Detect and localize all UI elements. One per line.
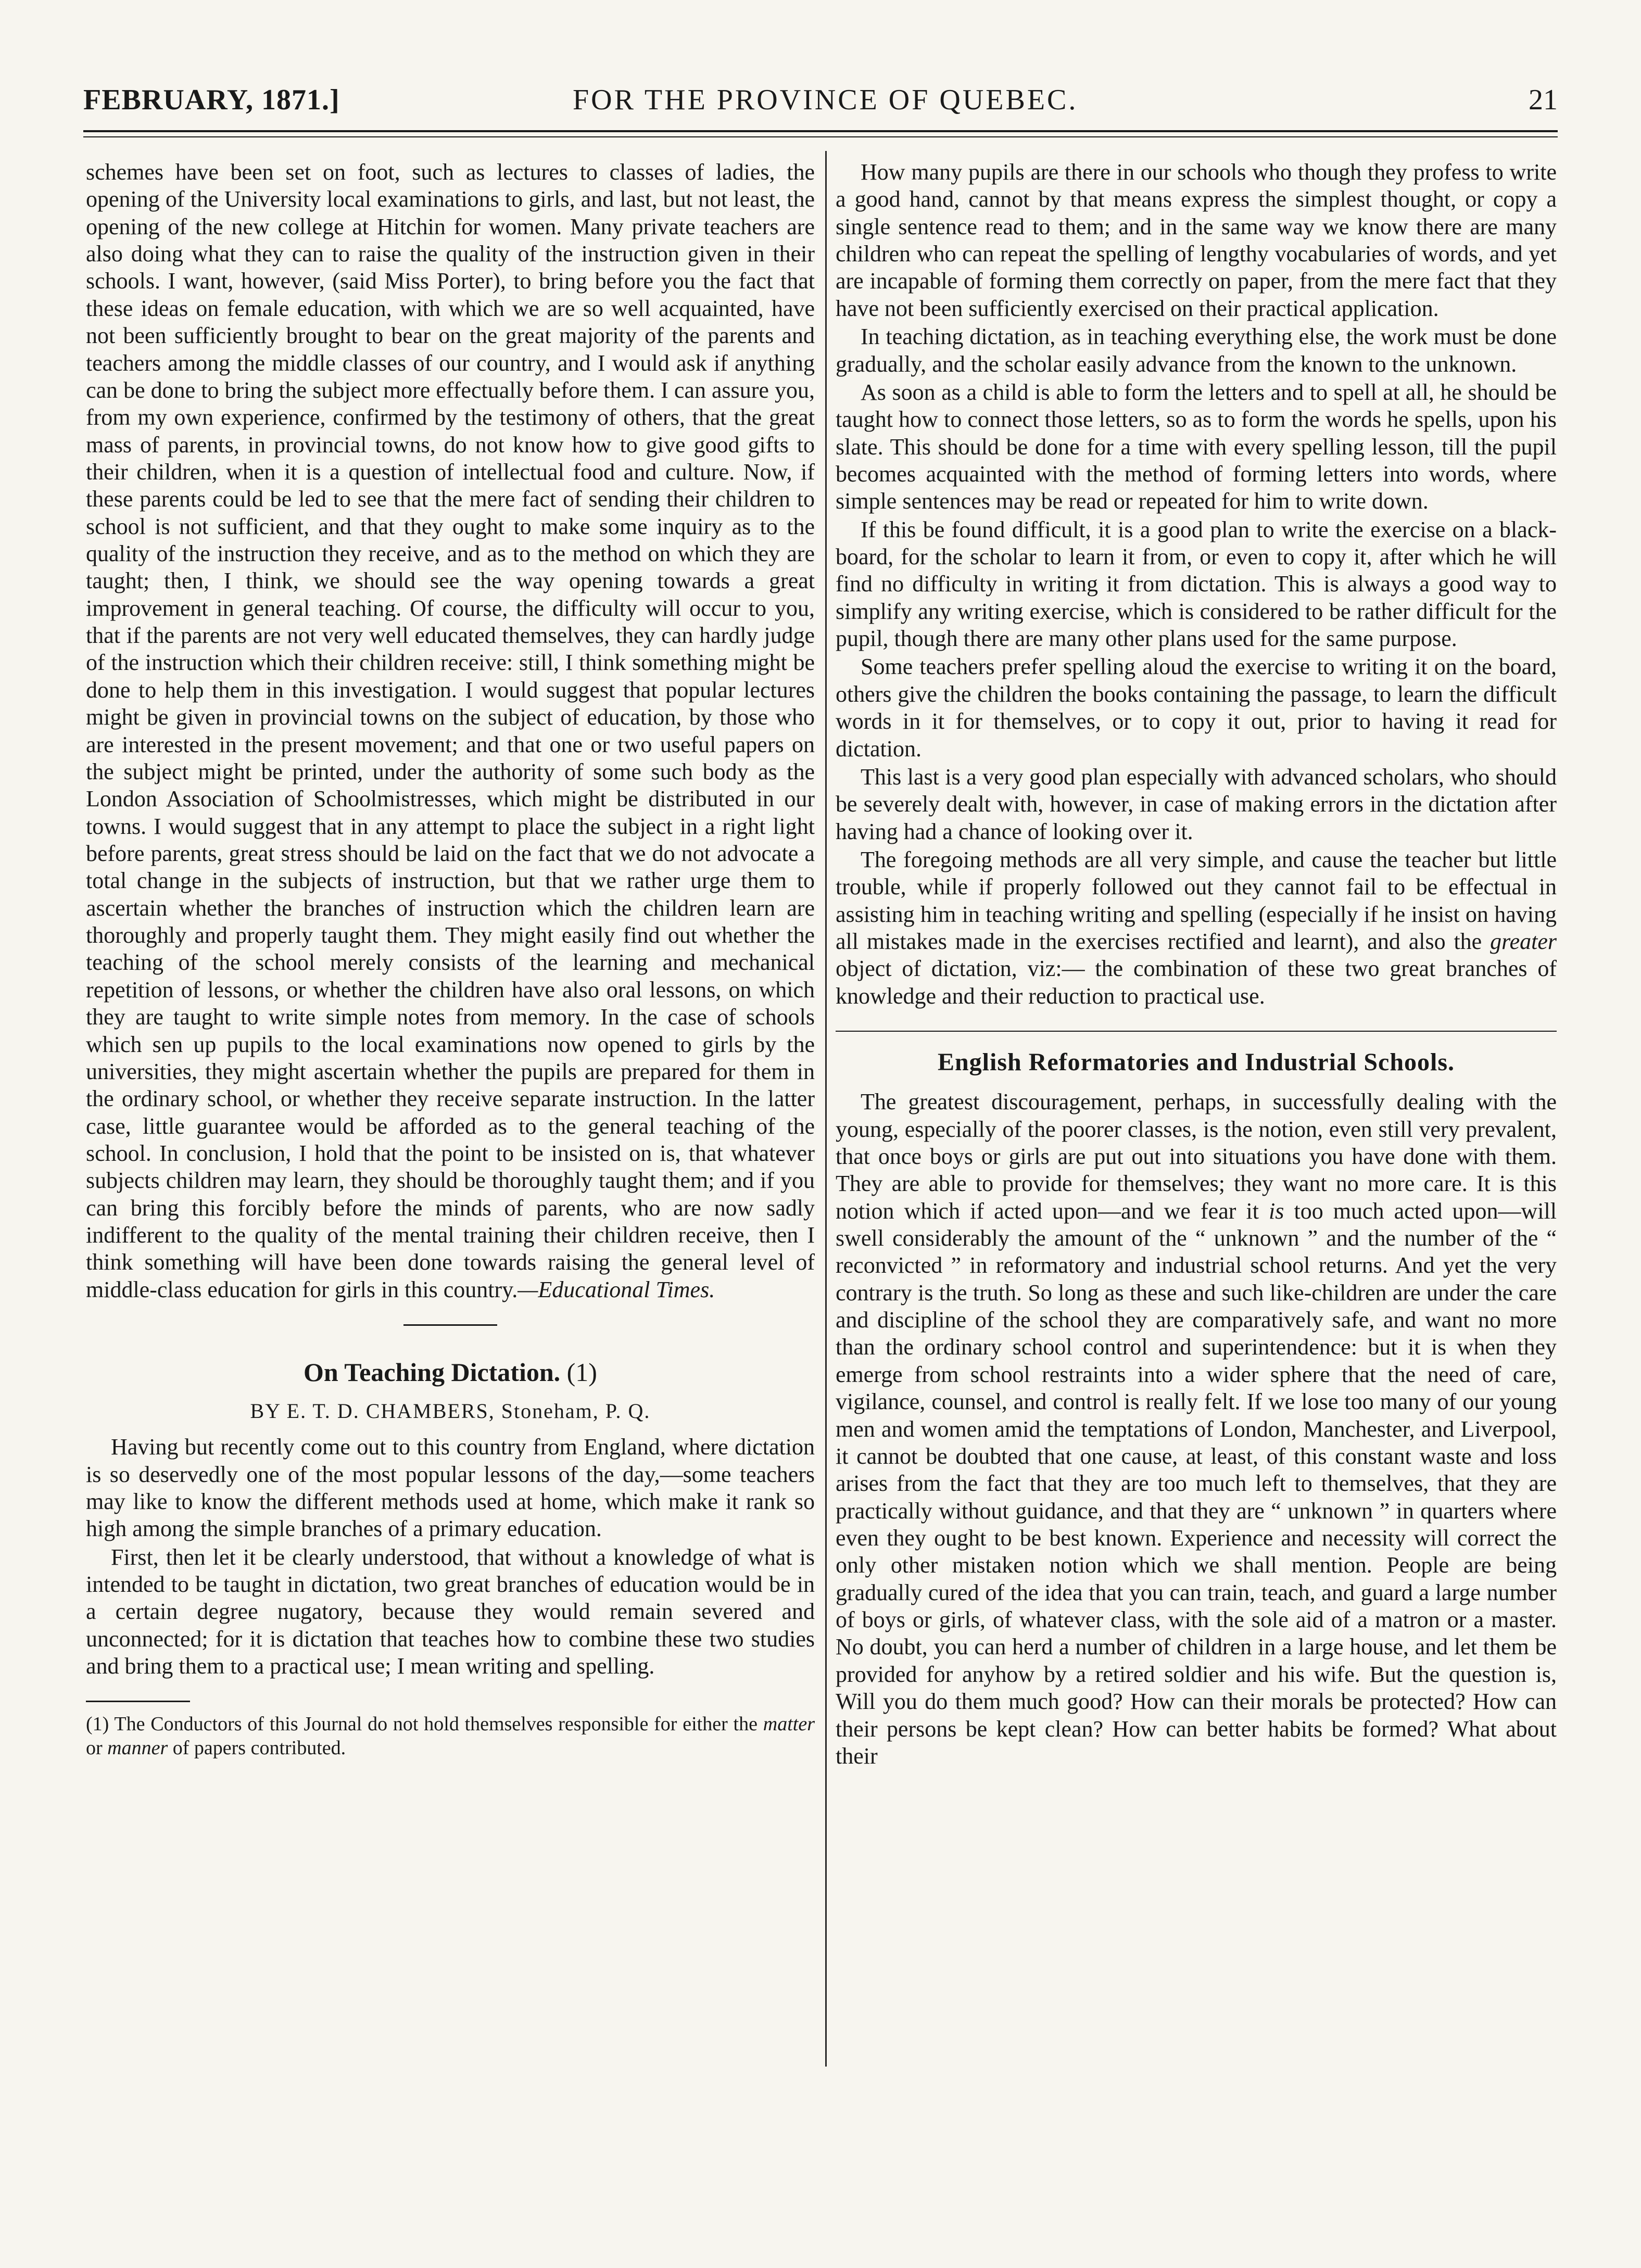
dictation-paragraph-7: Some teachers prefer spelling aloud the exercise to writing it on the board, others give the children the books containing the passage, to learn the difficult words in it for themselves, or to copy it out, prior to having it read for dictation. — [836, 654, 1557, 762]
paragraph-text: too much acted upon—will swell considerably the amount of the “ unknown ” and the number of the “ reconvicted ” in reformatory and industrial school returns. And yet the very contrary is the truth. So long as these and such like-children are under the care and discipline of the school they are comparatively safe, and want no more than the ordinary school control and superintendence: but it is when they emerge from school restraints into a wider sphere that the need of care, vigilance, counsel, and control is really felt. If we lose too many of our young men and women amid the temptations of London, Manchester, and Liverpool, it cannot be doubted that one cause, at least, of this constant waste and loss arises from the fact that they are too much left to themselves, that they are practically without guidance, and that they are “ unknown ” in quarters where even they ought to be best known. Experience and necessity will correct the only other mistaken notion which we shall mention. People are being gradually cured of the idea that you can train, teach, and guard a large number of boys or girls, of whatever class, with the sole aid of a matron or a master. No doubt, you can herd a number of children in a large house, and let them be provided for anyhow by a retired soldier and his wife. But the question is, Will you do them much good? How can their morals be protected? How can their persons be kept clean? How can better habits be formed? What about their — [836, 1198, 1557, 1769]
footnote-emphasis: manner — [107, 1737, 168, 1759]
continuation-text: schemes have been set on foot, such as lectures to classes of ladies, the opening of the University local examinations to girls, and last, but not least, the opening of the new college at Hitchin for women. Many private teachers are also doing what they can to raise the quality of the instruction given in their schools. I want, however, (said Miss Porter), to bring before you the fact that these ideas on female education, with which we are so well acquainted, have not been sufficiently brought to bear on the great majority of the parents and teachers among the middle classes of our country, and I would ask if anything can be done to bring the subject more effectually before them. I can assure you, from my own experience, confirmed by the testimony of others, that the great mass of parents, in provincial towns, do not know how to give good gifts to their children, when it is a question of intellectual food and culture. Now, if these parents could be led to see that the mere fact of sending their children to school is not sufficient, and that they ought to make some inquiry as to the quality of the instruction they receive, and as to the method on which they are taught; then, I think, we should see the way opening towards a great improvement in general teaching. Of course, the difficulty will occur to you, that if the parents are not very well educated themselves, they can hardly judge of the instruction which their children receive: still, I think something might be done to help them in this investigation. I would suggest that popular lectures might be given in provincial towns on the subject of education, by those who are interested in the present movement; and that one or two useful papers on the subject might be printed, under the authority of some such body as the London Association of Schoolmistresses, which might be distributed in our towns. I would suggest that in any attempt to place the subject in a right light before parents, great stress should be laid on the fact that we do not advocate a total change in the subjects of instruction, but that we rather urge them to ascertain whether the branches of instruction which the children learn are thoroughly and properly taught them. They might easily find out whether the teaching of the school merely consists of the learning and mechanical repetition of lessons, or whether the children have also oral lessons, on which they are taught to write simple notes from memory. In the case of schools which sen up pupils to the local examinations now opened to girls by the universities, they might ascertain whether the pupils are prepared for them in the ordinary school, or whether they receive separate instruction. In the latter case, little guarantee would be afforded as to the general teaching of the school. In conclusion, I hold that the point to be insisted on is, that whatever subjects children may learn, they should be thoroughly taught them; and if you can bring this forcibly before the minds of parents, who are now sadly indifferent to the quality of the mental training their children receive, then I think something will have been done towards raising the general level of middle-class education for girls in this country. — [86, 159, 815, 1302]
emphasis-text: is — [1269, 1198, 1284, 1224]
right-column — [836, 159, 1557, 1771]
dictation-paragraph-6: If this be found difficult, it is a good plan to write the exercise on a black-board, for the scholar to learn it from, or even to copy it, after which he will find no difficulty in writing it from dictation. This is always a good way to simplify any writing exercise, which is considered to be rather difficult for the pupil, though there are many other plans used for the same purpose. — [836, 516, 1557, 652]
footnote-text: The Conductors of this Journal do not hold themselves responsible for either the — [114, 1713, 763, 1735]
article-continuation — [86, 159, 815, 1303]
footnote-rule — [86, 1701, 190, 1702]
footnote-text: or — [86, 1737, 108, 1759]
source-citation: —Educational Times. — [517, 1276, 715, 1302]
left-column — [86, 159, 815, 1760]
paragraph-text: The greatest discouragement, perhaps, in successfully dealing with the young, especially of the poorer classes, is the notion, even still very prevalent, that once boys or girls are put out into situations you have done with them. They are able to provide for themselves; they want no more care. It is this notion which if acted upon—and we fear it — [836, 1089, 1557, 1224]
footnote-emphasis: matter — [763, 1713, 815, 1735]
article-title — [86, 1357, 815, 1388]
dictation-paragraph-1: Having but recently come out to this country from England, where dictation is so deservedly one of the most popular lessons of the day,—some teachers may like to know the different methods used at home, which make it rank so high among the simple branches of a primary education. — [86, 1434, 815, 1542]
page-header — [83, 78, 1558, 135]
footnote — [86, 1713, 815, 1760]
dictation-paragraph-2: First, then let it be clearly understood, that without a knowledge of what is intended to be taught in dictation, two great branches of education would be in a certain degree nugatory, because they would remain severed and unconnected; for it is dictation that teaches how to combine these two studies and bring them to a practical use; I mean writing and spelling. — [86, 1544, 815, 1679]
dictation-paragraph-9 — [836, 846, 1557, 1010]
dictation-paragraph-3: How many pupils are there in our schools who though they profess to write a good hand, cannot by that means express the simplest thought, or copy a single sentence read to them; and in the same way we know there are many children who can repeat the spelling of lengthy vocabularies of words, and yet are incapable of forming them correctly on paper, from the mere fact that they have not been sufficiently exercised on their practical application. — [836, 159, 1557, 321]
dictation-paragraph-8: This last is a very good plan especially with advanced scholars, who should be severely dealt with, however, in case of making errors in the dictation after having had a chance of looking over it. — [836, 764, 1557, 844]
section-rule — [836, 1031, 1557, 1032]
paragraph-text: The foregoing methods are all very simple, and cause the teacher but little trouble, while if properly followed out they cannot fail to be effectual in assisting him in teaching writing and spelling (especially if he insist on having all mistakes made in the exercises rectified and learnt), and also the — [836, 846, 1557, 955]
article-byline: BY E. T. D. CHAMBERS, Stoneham, P. Q. — [250, 1399, 651, 1423]
paragraph-text: object of dictation, viz:— the combination of these two great branches of knowledge and their reduction to practical use. — [836, 956, 1557, 1009]
footnote-text: of papers contributed. — [168, 1737, 346, 1759]
header-rule-thin — [83, 136, 1558, 137]
section-divider — [403, 1324, 497, 1326]
reformatories-paragraph — [836, 1088, 1557, 1770]
dictation-paragraph-4: In teaching dictation, as in teaching everything else, the work must be done gradually, and the scholar easily advance from the known to the unknown. — [836, 324, 1557, 377]
article-title-text: On Teaching Dictation. — [304, 1358, 561, 1387]
column-divider — [825, 151, 827, 2067]
header-title: FOR THE PROVINCE OF QUEBEC. — [573, 84, 1078, 116]
emphasis-text: greater — [1490, 929, 1557, 955]
header-date: FEBRUARY, 1871.] — [83, 84, 340, 116]
dictation-paragraph-5: As soon as a child is able to form the letters and to spell at all, he should be taught how to connect those letters, so as to form the words he spells, upon his slate. This should be done for a time with every spelling lesson, till the pupil becomes acquainted with the method of forming letters into words, where simple sentences may be read or repeated for him to write down. — [836, 379, 1557, 514]
header-rule — [83, 130, 1558, 132]
section-title: English Reformatories and Industrial Schools. — [937, 1048, 1455, 1076]
footnote-mark: (1) — [86, 1713, 109, 1735]
page-number: 21 — [1529, 84, 1558, 116]
footnote-ref: (1) — [566, 1358, 597, 1387]
